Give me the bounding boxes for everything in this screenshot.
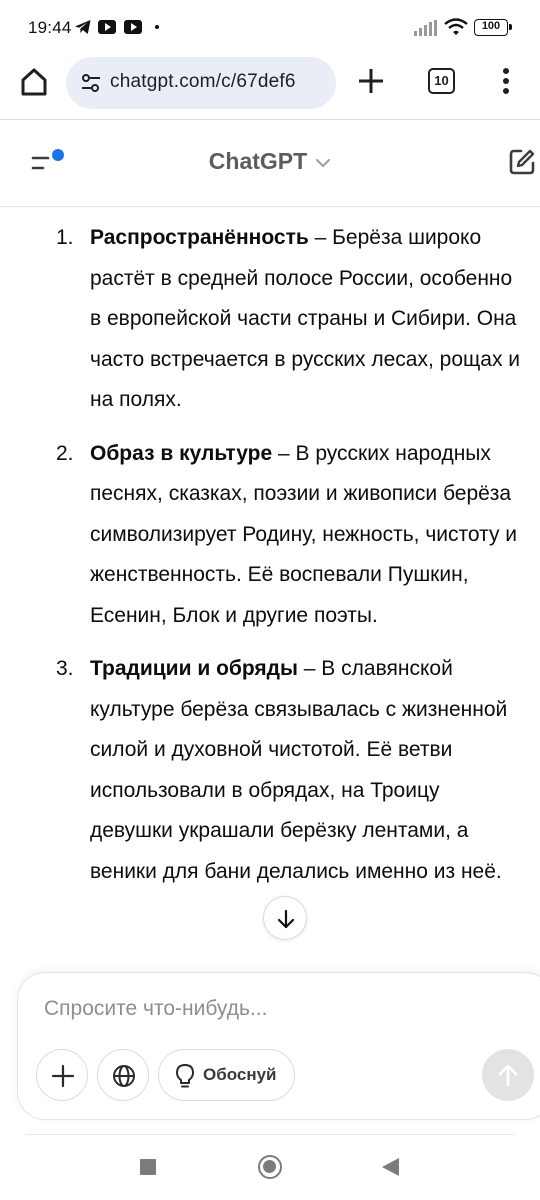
address-bar[interactable]	[66, 57, 336, 109]
add-attachment-button[interactable]	[36, 1049, 88, 1101]
list-number: 2.	[56, 441, 74, 465]
plus-icon	[50, 1063, 76, 1089]
home-icon[interactable]	[18, 66, 50, 98]
model-selector[interactable]	[0, 148, 540, 175]
more-menu-icon[interactable]	[500, 67, 512, 95]
tab-switcher-icon[interactable]: 10	[428, 68, 455, 94]
reason-button[interactable]	[158, 1049, 295, 1101]
status-time: 19:44	[28, 18, 72, 37]
item-text: – Берёза широко растёт в средней полосе России, особенно в европейской части страны и Сибири. Она часто встречается в русских лесах, рощах и на полях.	[90, 226, 521, 411]
divider	[0, 206, 540, 207]
item-title: Распространённость	[90, 226, 309, 249]
status-bar	[0, 0, 540, 54]
wifi-icon	[444, 18, 468, 36]
lightbulb-icon	[174, 1063, 196, 1089]
item-title: Традиции и обряды	[90, 657, 298, 680]
list-item	[0, 434, 540, 637]
list-item	[0, 649, 540, 892]
scroll-down-button[interactable]	[263, 896, 307, 940]
list-number: 1.	[56, 226, 74, 249]
search-web-button[interactable]	[97, 1049, 149, 1101]
home-circle-icon[interactable]	[258, 1155, 282, 1179]
chevron-down-icon	[315, 158, 331, 168]
send-arrow-icon	[496, 1062, 520, 1088]
divider	[26, 1134, 514, 1135]
composer	[17, 972, 540, 1120]
new-chat-icon[interactable]	[508, 148, 536, 176]
app-header	[0, 120, 540, 206]
list-number: 3.	[56, 657, 74, 680]
battery-icon: 100	[474, 19, 508, 36]
item-text: – В славянской культуре берёза связывалась с жизненной силой и духовной чистотой. Её ветви использовали в обрядах, на Троицу девушки украшали берёзку лентами, а веники для бани делались именно из неё.	[90, 657, 508, 883]
signal-icon	[414, 20, 438, 36]
globe-icon	[111, 1063, 137, 1089]
new-tab-icon[interactable]	[356, 66, 386, 96]
list-item	[0, 218, 540, 421]
back-icon[interactable]	[382, 1158, 399, 1176]
scroll-down-arrow-icon	[275, 908, 297, 930]
item-text: – В русских народных песнях, сказках, поэзии и живописи берёза символизирует Родину, нежность, чистоту и женственность. Её воспевали Пушкин, Есенин, Блок и другие поэты.	[90, 441, 518, 627]
item-title: Образ в культуре	[90, 441, 273, 465]
app-title: ChatGPT	[208, 148, 308, 174]
recents-icon[interactable]	[140, 1159, 156, 1175]
telegram-icon	[74, 19, 92, 35]
notification-dot-icon	[155, 25, 159, 29]
send-button[interactable]	[482, 1049, 534, 1101]
reason-label: Обоснуй	[203, 1065, 277, 1084]
assistant-message	[0, 218, 540, 970]
url-text[interactable]: chatgpt.com/c/67def6	[110, 71, 296, 92]
youtube-icon	[98, 20, 116, 34]
browser-toolbar	[0, 54, 540, 120]
prompt-input[interactable]: Спросите что-нибудь...	[44, 997, 268, 1020]
youtube-icon	[124, 20, 142, 34]
site-settings-icon[interactable]	[80, 72, 102, 94]
